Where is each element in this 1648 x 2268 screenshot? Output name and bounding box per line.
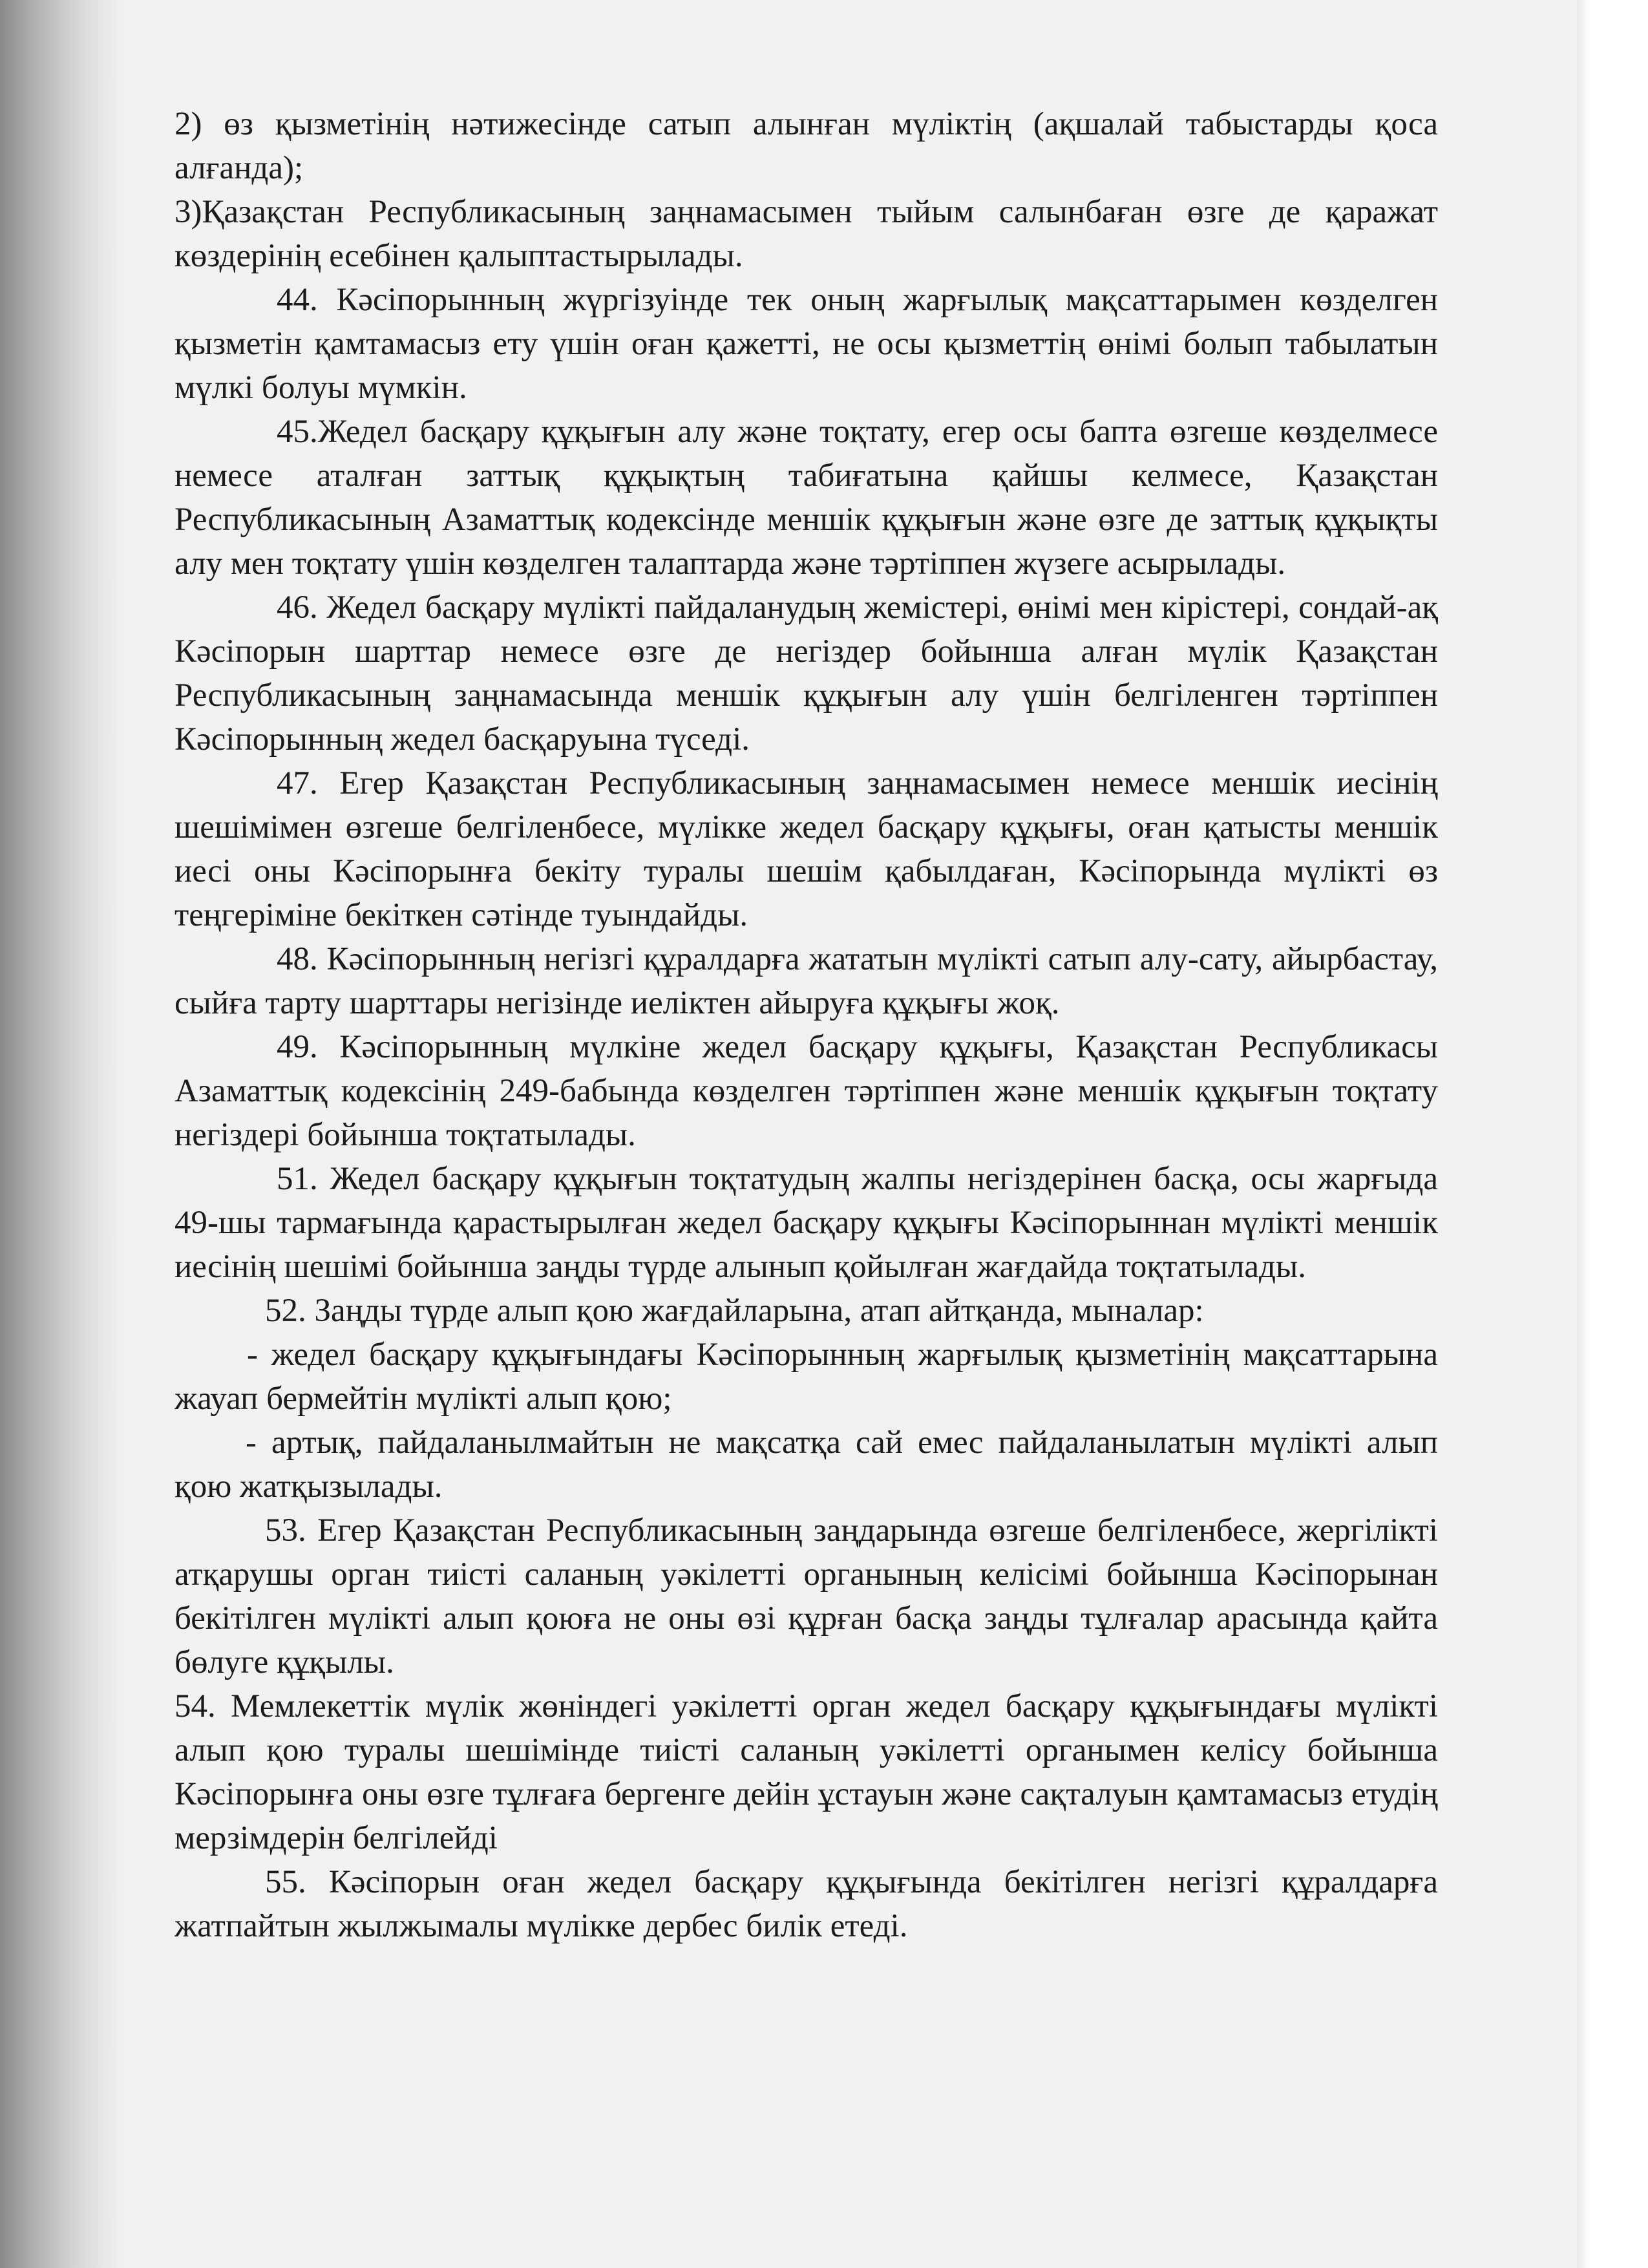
- paragraph-51: 51. Жедел басқару құқығын тоқтатудың жалпы негіздерінен басқа, осы жарғыда 49-шы тармағында қарастырылған жедел басқару құқығы Кәсіпорыннан мүлікті меншік иесінің шешімі бойынша заңды түрде алынып қойылған жағдайда тоқтатылады.: [174, 1161, 1438, 1285]
- scan-shadow: [0, 0, 123, 2268]
- paragraph-54: 54. Мемлекеттік мүлік жөніндегі уәкілетті орган жедел басқару құқығындағы мүлікті алып қою туралы шешімінде тиісті саланың уәкілетті органымен келісу бойынша Кәсіпорынға оны өзге тұлғаға бергенге дейін ұстауын және сақталуын қамтамасыз етудің мерзімдерін белгілейді: [174, 1688, 1438, 1856]
- paragraph-44: 44. Кәсіпорынның жүргізуінде тек оның жарғылық мақсаттарымен көзделген қызметін қамтамасыз ету үшін оған қажетті, не осы қызметтің өнімі болып табылатын мүлкі болуы мүмкін.: [174, 282, 1438, 406]
- list-item-dash-1: - жедел басқару құқығындағы Кәсіпорынның жарғылық қызметінің мақсаттарына жауап бермейтін мүлікті алып қою;: [174, 1337, 1438, 1417]
- document-page: [174, 102, 1438, 2170]
- list-item-dash-2: - артық, пайдаланылмайтын не мақсатқа сай емес пайдаланылатын мүлікті алып қою жатқызылады.: [174, 1425, 1438, 1505]
- scan-edge: [1577, 0, 1648, 2268]
- paragraph-49: 49. Кәсіпорынның мүлкіне жедел басқару құқығы, Қазақстан Республикасы Азаматтық кодексінің 249-бабында көзделген тәртіппен және меншік құқығын тоқтату негіздері бойынша тоқтатылады.: [174, 1029, 1438, 1153]
- paragraph-55: 55. Кәсіпорын оған жедел басқару құқығында бекітілген негізгі құралдарға жатпайтын жылжымалы мүлікке дербес билік етеді.: [174, 1864, 1438, 1944]
- paragraph-48: 48. Кәсіпорынның негізгі құралдарға жататын мүлікті сатып алу-сату, айырбастау, сыйға тарту шарттары негізінде иеліктен айыруға құқығы жоқ.: [174, 941, 1438, 1021]
- paragraph-3: 3)Қазақстан Республикасының заңнамасымен тыйым салынбаған өзге де қаражат көздерінің есебінен қалыптастырылады.: [174, 194, 1438, 274]
- paragraph-52: 52. Заңды түрде алып қою жағдайларына, атап айтқанда, мыналар:: [265, 1293, 1204, 1329]
- paragraph-45: 45.Жедел басқару құқығын алу және тоқтату, егер осы бапта өзгеше көзделмесе немесе аталған заттық құқықтың табиғатына қайшы келмесе, Қазақстан Республикасының Азаматтық кодексінде меншік құқығын және өзге де заттық құқықты алу мен тоқтату үшін көзделген талаптарда және тәртіппен жүзеге асырылады.: [174, 414, 1438, 582]
- paragraph-53: 53. Егер Қазақстан Республикасының заңдарында өзгеше белгіленбесе, жергілікті атқарушы орган тиісті саланың уәкілетті органының келісімі бойынша Кәсіпорынан бекітілген мүлікті алып қоюға не оны өзі құрған басқа заңды тұлғалар арасында қайта бөлуге құқылы.: [174, 1512, 1438, 1680]
- paragraph-47: 47. Егер Қазақстан Республикасының заңнамасымен немесе меншік иесінің шешімімен өзгеше белгіленбесе, мүлікке жедел басқару құқығы, оған қатысты меншік иесі оны Кәсіпорынға бекіту туралы шешім қабылдаған, Кәсіпорында мүлікті өз теңгеріміне бекіткен сәтінде туындайды.: [174, 765, 1438, 933]
- paragraph-2: 2) өз қызметінің нәтижесінде сатып алынған мүліктің (ақшалай табыстарды қоса алғанда);: [174, 106, 1438, 186]
- paragraph-46: 46. Жедел басқару мүлікті пайдаланудың жемістері, өнімі мен кірістері, сондай-ақ Кәсіпорын шарттар немесе өзге де негіздер бойынша алған мүлік Қазақстан Республикасының заңнамасында меншік құқығын алу үшін белгіленген тәртіппен Кәсіпорынның жедел басқаруына түседі.: [174, 589, 1438, 758]
